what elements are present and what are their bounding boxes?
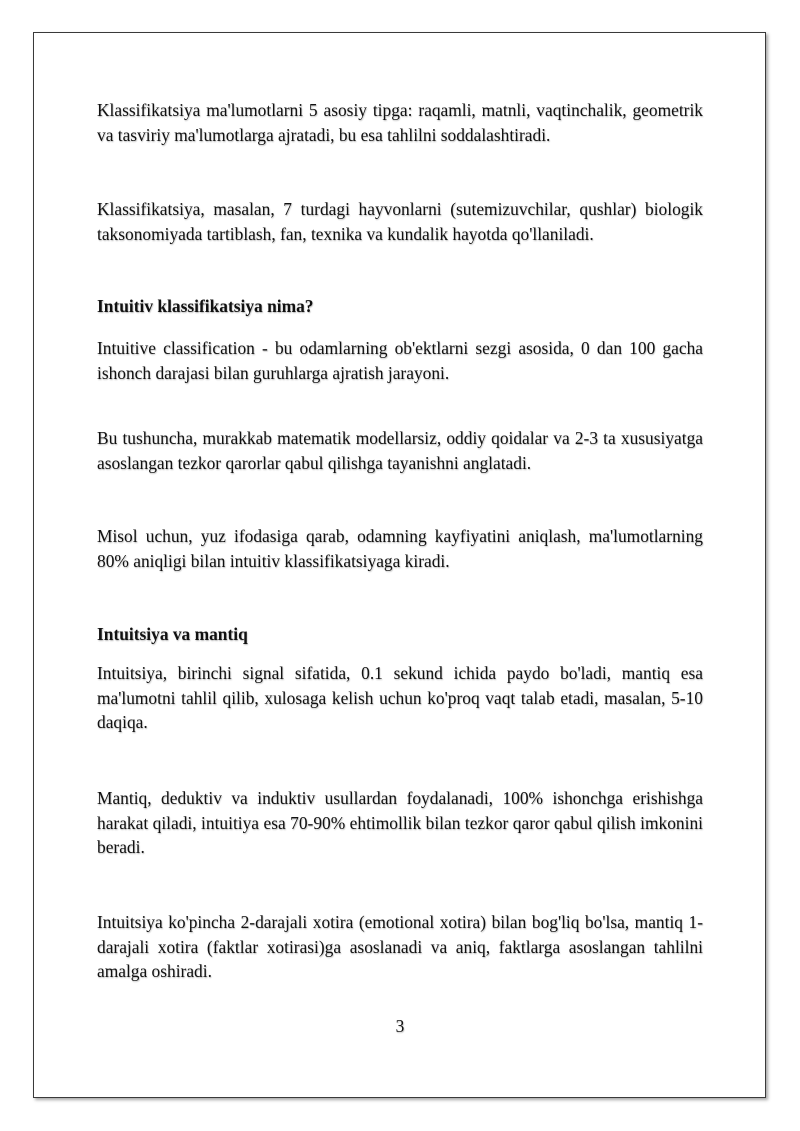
paragraph: Intuitive classification - bu odamlarning ob'ektlarni sezgi asosida, 0 dan 100 gacha ishonch darajasi bilan guruhlarga ajratish jarayoni. bbox=[97, 338, 703, 383]
section-heading: Intuitsiya va mantiq bbox=[97, 624, 248, 644]
section-heading: Intuitiv klassifikatsiya nima? bbox=[97, 296, 314, 316]
paragraph: Intuitsiya ko'pincha 2-darajali xotira (emotional xotira) bilan bog'liq bo'lsa, mantiq 1-darajali xotira (faktlar xotirasi)ga asoslanadi va aniq, faktlarga asoslangan tahlilni amalga oshiradi. bbox=[97, 912, 703, 981]
paragraph: Misol uchun, yuz ifodasiga qarab, odamning kayfiyatini aniqlash, ma'lumotlarning 80% aniqligi bilan intuitiv klassifikatsiyaga kiradi. bbox=[97, 526, 703, 571]
paragraph: Intuitsiya, birinchi signal sifatida, 0.1 sekund ichida paydo bo'ladi, mantiq esa ma'lumotni tahlil qilib, xulosaga kelish uchun ko'proq vaqt talab etadi, masalan, 5-10 daqiqa. bbox=[97, 663, 703, 732]
page-number: 3 bbox=[395, 1016, 405, 1036]
paragraph: Mantiq, deduktiv va induktiv usullardan foydalanadi, 100% ishonchga erishishga harakat qiladi, intuitiya esa 70-90% ehtimollik bilan tezkor qaror qabul qilish imkonini beradi. bbox=[97, 788, 703, 857]
paragraph: Klassifikatsiya ma'lumotlarni 5 asosiy tipga: raqamli, matnli, vaqtinchalik, geometrik va tasviriy ma'lumotlarga ajratadi, bu esa tahlilni soddalashtiradi. bbox=[97, 100, 703, 145]
paragraph: Bu tushuncha, murakkab matematik modellarsiz, oddiy qoidalar va 2-3 ta xususiyatga asoslangan tezkor qarorlar qabul qilishga tayanishni anglatadi. bbox=[97, 428, 703, 473]
paragraph: Klassifikatsiya, masalan, 7 turdagi hayvonlarni (sutemizuvchilar, qushlar) biologik taksonomiyada tartiblash, fan, texnika va kundalik hayotda qo'llaniladi. bbox=[97, 199, 703, 244]
